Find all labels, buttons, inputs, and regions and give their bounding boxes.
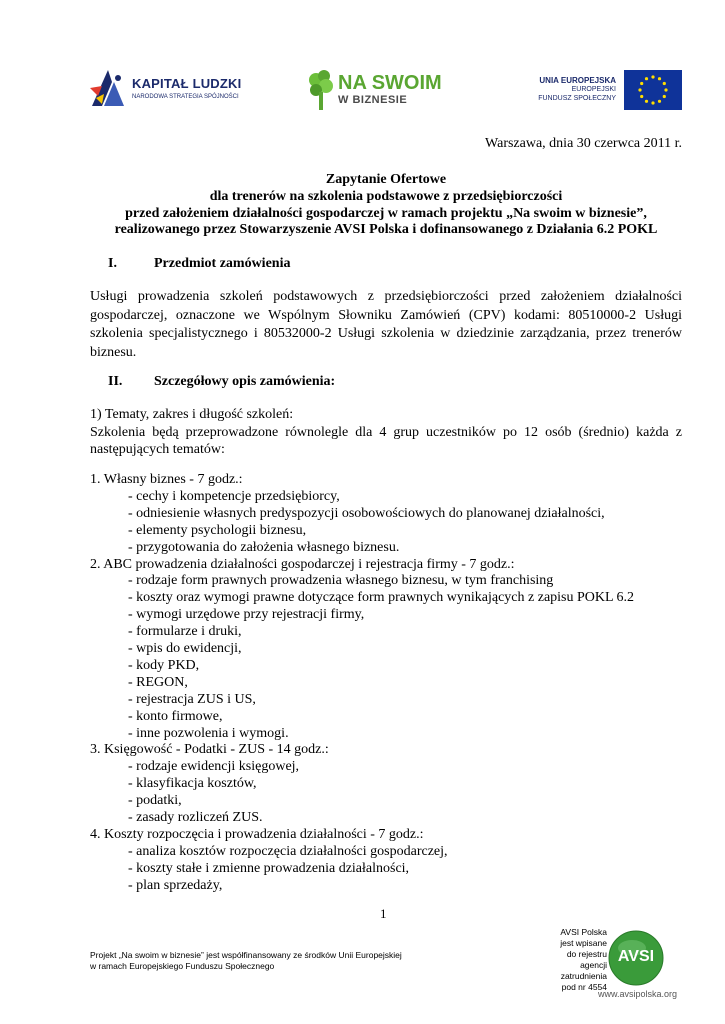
section1-number: I. <box>108 256 117 271</box>
avsi-logo <box>608 930 664 986</box>
topic-item: - wpis do ewidencji, <box>128 641 242 656</box>
section1-heading: Przedmiot zamówienia <box>154 256 291 271</box>
topic-item: - rejestracja ZUS i US, <box>128 691 256 707</box>
footer-project-line-2: w ramach Europejskiego Funduszu Społecznego <box>90 961 275 971</box>
na-swoim-title: NA SWOIM <box>338 72 442 94</box>
section2-intro: Szkolenia będą przeprowadzone równolegle dla 4 grup uczestników po 12 osób (średnio) każda z następujących tematów: <box>90 425 682 457</box>
topic-item: - rodzaje form prawnych prowadzenia własnego biznesu, w tym franchising <box>128 573 554 589</box>
eu-line2: EUROPEJSKI <box>571 86 616 93</box>
eu-text <box>538 76 616 103</box>
avsi-line: zatrudnienia <box>560 971 607 981</box>
topic-item: - wymogi urzędowe przy rejestracji firmy, <box>128 607 365 623</box>
topic-item: - koszty stałe i zmienne prowadzenia działalności, <box>128 860 410 876</box>
date-line: Warszawa, dnia 30 czerwca 2011 r. <box>485 136 682 151</box>
na-swoim-logo <box>308 70 468 114</box>
tree-icon <box>308 70 334 112</box>
topic-title: 2. ABC prowadzenia działalności gospodarczej i rejestracja firmy - 7 godz.: <box>90 556 515 572</box>
topic-title: 1. Własny biznes - 7 godz.: <box>90 472 243 487</box>
topic-item: - przygotowania do założenia własnego biznesu. <box>128 539 400 555</box>
title-line-1: Zapytanie Ofertowe <box>325 172 447 187</box>
topic-item: - formularze i druki, <box>128 624 242 640</box>
eu-flag-icon <box>624 70 682 110</box>
topic-item: - REGON, <box>128 674 188 690</box>
eu-logo <box>520 70 682 110</box>
avsi-line: pod nr 4554 <box>561 982 607 992</box>
avsi-logo-text: AVSI <box>617 948 655 965</box>
avsi-line: do rejestru <box>566 949 607 959</box>
topic-title: 3. Księgowość - Podatki - ZUS - 14 godz.: <box>90 742 329 758</box>
topic-item: - analiza kosztów rozpoczęcia działalności gospodarczej, <box>128 843 448 859</box>
section2-subheading: 1) Tematy, zakres i długość szkoleń: <box>90 407 294 422</box>
kapital-ludzki-subtitle: NARODOWA STRATEGIA SPÓJNOŚCI <box>132 94 239 100</box>
topic-item: - koszty oraz wymogi prawne dotyczące form prawnych wynikających z zapisu POKL 6.2 <box>128 590 635 606</box>
avsi-line: jest wpisane <box>560 938 607 948</box>
section2-number: II. <box>108 374 123 389</box>
topic-item: - konto firmowe, <box>128 708 223 724</box>
topic-item: - inne pozwolenia i wymogi. <box>128 725 289 741</box>
avsi-url: www.avsipolska.org <box>598 989 678 999</box>
footer-project-line-1: Projekt „Na swoim w biznesie” jest współfinansowany ze środków Unii Europejskiej <box>90 950 402 960</box>
kapital-ludzki-emblem-icon <box>88 68 128 108</box>
topic-item: - odniesienie własnych predyspozycji osobowościowych do planowanej działalności, <box>128 505 605 521</box>
topic-item: - klasyfikacja kosztów, <box>128 776 257 792</box>
na-swoim-subtitle: W BIZNESIE <box>338 94 408 106</box>
title-line-2: dla trenerów na szkolenia podstawowe z przedsiębiorczości <box>209 189 563 204</box>
title-line-4: realizowanego przez Stowarzyszenie AVSI Polska i dofinansowanego z Działania 6.2 POKL <box>114 222 658 237</box>
avsi-line: AVSI Polska <box>560 927 607 937</box>
topic-title: 4. Koszty rozpoczęcia i prowadzenia działalności - 7 godz.: <box>90 826 424 842</box>
title-line-3: przed założeniem działalności gospodarczej w ramach projektu „Na swoim w biznesie”, <box>125 206 647 221</box>
section1-body: Usługi prowadzenia szkoleń podstawowych z przedsiębiorczości przed założeniem działalności gospodarczej, oznaczone we Wspólnym Słowniku Zamówień (CPV) kodami: 80510000-2 Usługi szkolenia specjalistycznego i 80532000-2 Usługi szkolenia w dziedzinie zarządzania, przez trenerów biznesu. <box>90 289 682 360</box>
topic-item: - podatki, <box>128 793 182 809</box>
topic-item: - cechy i kompetencje przedsiębiorcy, <box>128 488 340 504</box>
topic-item: - elementy psychologii biznesu, <box>128 522 307 538</box>
eu-line3: FUNDUSZ SPOŁECZNY <box>538 95 616 102</box>
topic-item: - rodzaje ewidencji księgowej, <box>128 759 300 775</box>
topic-item: - zasady rozliczeń ZUS. <box>128 810 263 825</box>
section2-heading: Szczegółowy opis zamówienia: <box>154 374 336 389</box>
eu-line1: UNIA EUROPEJSKA <box>539 76 616 85</box>
page-number: 1 <box>380 906 387 921</box>
topic-item: - kody PKD, <box>128 657 200 673</box>
avsi-registration <box>560 927 607 993</box>
kapital-ludzki-title: KAPITAŁ LUDZKI <box>132 76 242 91</box>
avsi-line: agencji <box>580 960 607 970</box>
kapital-ludzki-logo <box>88 66 242 110</box>
topic-item: - plan sprzedaży, <box>128 877 223 893</box>
